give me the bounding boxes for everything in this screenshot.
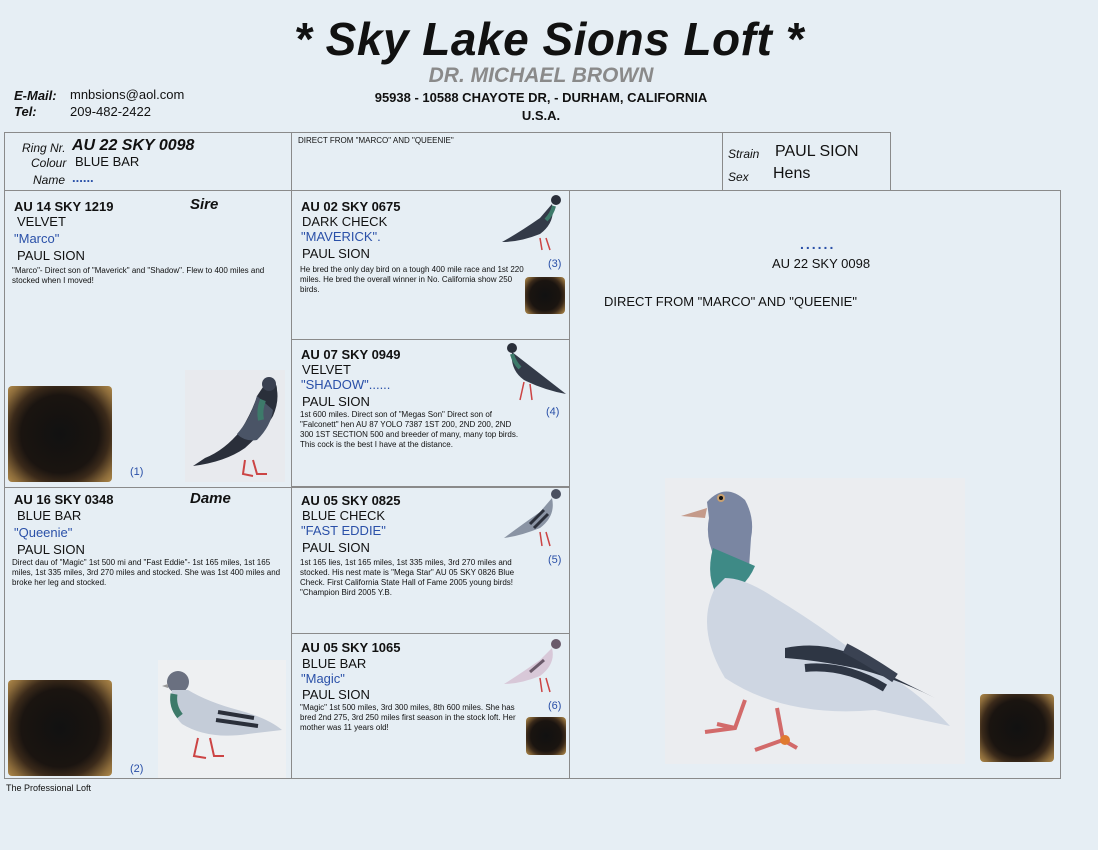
name-label: Name (33, 173, 66, 187)
gp6-strain: PAUL SION (302, 687, 370, 702)
dame-description: Direct dau of "Magic" 1st 500 mi and "Fast Eddie"- 1st 165 miles, 1st 165 miles, 1st 335 miles, 3rd 270 miles and stocked. She was 1st 400 miles and broke her leg and stocked. (12, 558, 281, 587)
country: U.S.A. (521, 108, 561, 123)
sire-eye-photo (8, 386, 112, 482)
gp5-description: 1st 165 lies, 1st 165 miles, 1st 335 miles, 3rd 270 miles and stocked. His nest mate is "Mega Star" AU 05 SKY 0826 Blue Check. First California State Hall of Fame 2005 young birds! "Champion Bird 2005 Y.B. (300, 558, 515, 597)
gp4-ring: AU 07 SKY 0949 (301, 347, 401, 362)
tel-value: 209-482-2422 (70, 104, 151, 119)
gp3-description: He bred the only day bird on a tough 400 mile race and 1st 220 miles. He bred the overall winner in No. California show 250 birds. (300, 265, 524, 294)
gp6-colour: BLUE BAR (302, 656, 367, 671)
sire-strain: PAUL SION (17, 248, 85, 263)
gp4-colour: VELVET (302, 362, 351, 377)
bird-note: DIRECT FROM "MARCO" AND "QUEENIE" (298, 136, 454, 145)
gp4-number: (4) (546, 406, 560, 418)
gp5-number: (5) (548, 554, 562, 566)
dame-eye-photo (8, 680, 112, 776)
gp5-name: "FAST EDDIE" (301, 523, 386, 538)
gp6-pigeon-photo (500, 634, 568, 698)
address: 95938 - 10588 CHAYOTE DR, - DURHAM, CALIFORNIA (374, 90, 708, 105)
main-pigeon-photo (665, 478, 965, 764)
sire-colour: VELVET (17, 214, 66, 229)
ring-number: AU 22 SKY 0098 (72, 137, 195, 154)
owner-name: DR. MICHAEL BROWN (428, 64, 654, 87)
colour-label: Colour (31, 156, 67, 170)
main-bird-note: DIRECT FROM "MARCO" AND "QUEENIE" (604, 294, 857, 309)
dame-colour: BLUE BAR (17, 508, 82, 523)
gp3-colour: DARK CHECK (302, 214, 388, 229)
sire-name: "Marco" (14, 231, 60, 246)
gp3-strain: PAUL SION (302, 246, 370, 261)
name-value: ...... (72, 170, 94, 185)
dame-number: (2) (130, 763, 144, 775)
ring-label: Ring Nr. (22, 141, 66, 155)
dame-pigeon-photo (158, 660, 286, 778)
main-bird-ring: AU 22 SKY 0098 (772, 256, 871, 271)
sire-number: (1) (130, 466, 144, 478)
main-eye-photo (980, 694, 1054, 762)
gp5-colour: BLUE CHECK (302, 508, 386, 523)
sire-pigeon-photo (185, 370, 285, 482)
dame-heading: Dame (190, 490, 231, 507)
gp3-number: (3) (548, 258, 562, 270)
strain-value: PAUL SION (775, 143, 859, 160)
gp3-ring: AU 02 SKY 0675 (301, 199, 401, 214)
gp5-strain: PAUL SION (302, 540, 370, 555)
gp6-number: (6) (548, 700, 562, 712)
gp6-ring: AU 05 SKY 1065 (301, 640, 401, 655)
gp5-ring: AU 05 SKY 0825 (301, 493, 401, 508)
gp5-pigeon-photo (500, 486, 568, 550)
gp6-description: "Magic" 1st 500 miles, 3rd 300 miles, 8th 600 miles. She has bred 2nd 275, 3rd 250 miles first season in the stock loft. Her mother was 11 years old! (300, 703, 516, 732)
sex-value: Hens (773, 165, 811, 182)
gp4-description: 1st 600 miles. Direct son of "Megas Son" Direct son of "Falconett" hen AU 87 YOLO 7387 1ST 200, 2ND 200, 2ND 300 1ST SECTION 500 and breeder of many, many top birds. This cock is the best I have at the distance. (300, 410, 519, 449)
main-bird-name: ...... (800, 236, 836, 252)
sire-heading: Sire (190, 196, 219, 213)
dame-strain: PAUL SION (17, 542, 85, 557)
footer-text: The Professional Loft (6, 783, 92, 793)
sex-label: Sex (728, 170, 749, 184)
email-label: E-Mail: (14, 88, 57, 103)
tel-label: Tel: (14, 104, 37, 119)
gp3-name: "MAVERICK". (301, 229, 381, 244)
gp4-name: "SHADOW"...... (301, 377, 391, 392)
gp4-strain: PAUL SION (302, 394, 370, 409)
sire-ring: AU 14 SKY 1219 (14, 199, 114, 214)
email-link[interactable]: mnbsions@aol.com (70, 87, 185, 102)
sire-description: "Marco"- Direct son of "Maverick" and "Shadow". Flew to 400 miles and stocked when I moved! (12, 266, 265, 285)
gp6-eye-photo (526, 717, 566, 755)
gp3-pigeon-photo (500, 192, 568, 256)
dame-ring: AU 16 SKY 0348 (14, 492, 114, 507)
dame-name: "Queenie" (14, 525, 73, 540)
gp6-name: "Magic" (301, 671, 345, 686)
gp4-pigeon-photo (500, 340, 568, 404)
colour-value: BLUE BAR (75, 154, 140, 169)
loft-title: * Sky Lake Sions Loft * (294, 13, 804, 65)
gp3-eye-photo (525, 277, 565, 314)
strain-label: Strain (728, 147, 760, 161)
